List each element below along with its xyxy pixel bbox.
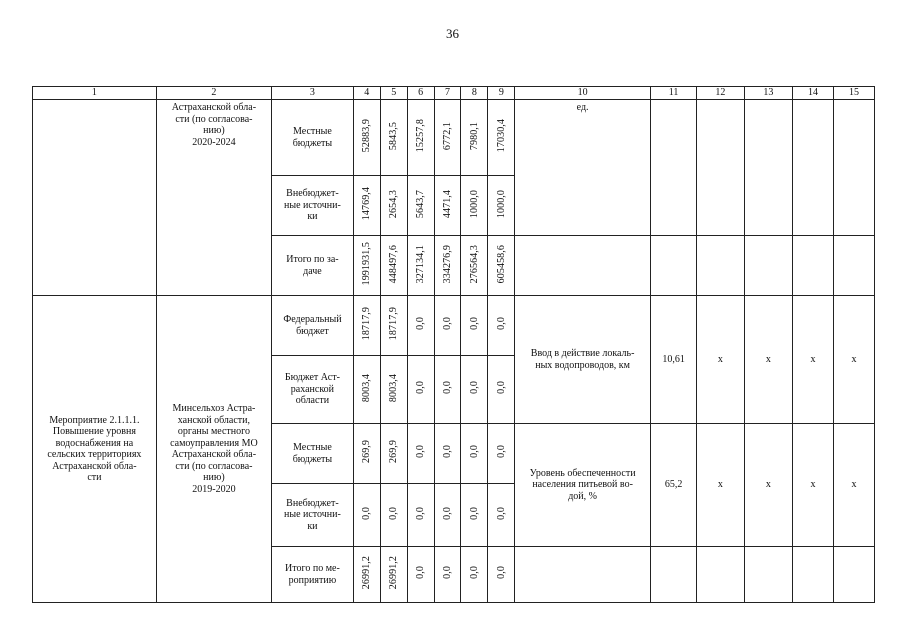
header-col-10: 10 xyxy=(515,87,651,100)
year-cell xyxy=(744,100,792,236)
value-cell: 0,0 xyxy=(488,424,515,484)
value-cell: 327134,1 xyxy=(407,236,434,296)
indicator-cell xyxy=(515,547,651,603)
source-cell: Итого по за- даче xyxy=(272,236,354,296)
year-cell xyxy=(697,100,744,236)
value-cell: 0,0 xyxy=(434,484,461,547)
header-col-5: 5 xyxy=(380,87,407,100)
indicator-cell xyxy=(515,236,651,296)
year-cell: x xyxy=(793,296,834,424)
source-cell: Внебюджет- ные источни- ки xyxy=(272,176,354,236)
value-cell: 0,0 xyxy=(461,356,488,424)
header-col-14: 14 xyxy=(793,87,834,100)
header-col-6: 6 xyxy=(407,87,434,100)
year-cell xyxy=(793,547,834,603)
value-cell: 0,0 xyxy=(461,484,488,547)
source-cell: Внебюджет- ные источни- ки xyxy=(272,484,354,547)
value-cell: 5643,7 xyxy=(407,176,434,236)
header-col-15: 15 xyxy=(833,87,874,100)
value-cell: 0,0 xyxy=(434,296,461,356)
base-value-cell: 10,61 xyxy=(650,296,696,424)
header-col-8: 8 xyxy=(461,87,488,100)
year-cell: x xyxy=(744,424,792,547)
year-cell: x xyxy=(833,296,874,424)
value-cell: 6772,1 xyxy=(434,100,461,176)
header-col-2: 2 xyxy=(156,87,271,100)
executor-cell: Астраханской обла- сти (по согласова- нию) 2020-2024 xyxy=(156,100,271,296)
year-cell: x xyxy=(697,296,744,424)
value-cell: 448497,6 xyxy=(380,236,407,296)
value-cell: 4471,4 xyxy=(434,176,461,236)
value-cell: 2654,3 xyxy=(380,176,407,236)
source-cell: Федеральный бюджет xyxy=(272,296,354,356)
value-cell: 1000,0 xyxy=(488,176,515,236)
year-cell xyxy=(833,236,874,296)
base-value-cell xyxy=(650,236,696,296)
header-col-1: 1 xyxy=(33,87,157,100)
value-cell: 0,0 xyxy=(380,484,407,547)
value-cell: 269,9 xyxy=(353,424,380,484)
base-value-cell xyxy=(650,100,696,236)
year-cell xyxy=(833,100,874,236)
value-cell: 0,0 xyxy=(488,356,515,424)
program-table-wrapper xyxy=(32,86,875,603)
value-cell: 605458,6 xyxy=(488,236,515,296)
indicator-cell: Уровень обеспеченности населения питьевой во- дой, % xyxy=(515,424,651,547)
header-col-7: 7 xyxy=(434,87,461,100)
value-cell: 0,0 xyxy=(434,424,461,484)
year-cell: x xyxy=(744,296,792,424)
value-cell: 26991,2 xyxy=(353,547,380,603)
value-cell: 0,0 xyxy=(407,296,434,356)
value-cell: 5843,5 xyxy=(380,100,407,176)
header-col-4: 4 xyxy=(353,87,380,100)
value-cell: 0,0 xyxy=(461,296,488,356)
value-cell: 269,9 xyxy=(380,424,407,484)
value-cell: 0,0 xyxy=(434,547,461,603)
year-cell xyxy=(697,547,744,603)
value-cell: 0,0 xyxy=(407,484,434,547)
value-cell: 1991931,5 xyxy=(353,236,380,296)
year-cell: x xyxy=(793,424,834,547)
value-cell: 0,0 xyxy=(353,484,380,547)
base-value-cell xyxy=(650,547,696,603)
value-cell: 0,0 xyxy=(488,484,515,547)
header-row xyxy=(33,87,875,100)
year-cell: x xyxy=(697,424,744,547)
value-cell: 0,0 xyxy=(461,547,488,603)
measure-cell-empty xyxy=(33,100,157,296)
value-cell: 7980,1 xyxy=(461,100,488,176)
header-col-13: 13 xyxy=(744,87,792,100)
year-cell xyxy=(744,236,792,296)
value-cell: 0,0 xyxy=(488,296,515,356)
year-cell: x xyxy=(833,424,874,547)
header-col-9: 9 xyxy=(488,87,515,100)
page-number: 36 xyxy=(446,26,459,41)
value-cell: 1000,0 xyxy=(461,176,488,236)
value-cell: 18717,9 xyxy=(353,296,380,356)
value-cell: 18717,9 xyxy=(380,296,407,356)
source-cell: Местные бюджеты xyxy=(272,100,354,176)
year-cell xyxy=(793,100,834,236)
value-cell: 52883,9 xyxy=(353,100,380,176)
header-col-3: 3 xyxy=(272,87,354,100)
table-row xyxy=(33,100,875,176)
value-cell: 0,0 xyxy=(407,356,434,424)
program-table xyxy=(32,86,875,603)
indicator-cell: ед. xyxy=(515,100,651,236)
value-cell: 17030,4 xyxy=(488,100,515,176)
source-cell: Бюджет Аст- раханской области xyxy=(272,356,354,424)
year-cell xyxy=(793,236,834,296)
source-cell: Местные бюджеты xyxy=(272,424,354,484)
value-cell: 8003,4 xyxy=(353,356,380,424)
value-cell: 0,0 xyxy=(407,547,434,603)
value-cell: 0,0 xyxy=(407,424,434,484)
value-cell: 26991,2 xyxy=(380,547,407,603)
year-cell xyxy=(833,547,874,603)
year-cell xyxy=(744,547,792,603)
year-cell xyxy=(697,236,744,296)
header-col-12: 12 xyxy=(697,87,744,100)
executor-cell: Минсельхоз Астра- ханской области, органы местного самоуправления МО Астраханской обла- сти (по согласова- нию) 2019-2020 xyxy=(156,296,271,603)
header-col-11: 11 xyxy=(650,87,696,100)
value-cell: 8003,4 xyxy=(380,356,407,424)
measure-cell: Мероприятие 2.1.1.1. Повышение уровня водоснабжения на сельских территориях Астраханской обла- сти xyxy=(33,296,157,603)
value-cell: 0,0 xyxy=(434,356,461,424)
value-cell: 0,0 xyxy=(488,547,515,603)
value-cell: 15257,8 xyxy=(407,100,434,176)
indicator-cell: Ввод в действие локаль- ных водопроводов, км xyxy=(515,296,651,424)
value-cell: 14769,4 xyxy=(353,176,380,236)
value-cell: 334276,9 xyxy=(434,236,461,296)
table-row xyxy=(33,296,875,356)
value-cell: 0,0 xyxy=(461,424,488,484)
base-value-cell: 65,2 xyxy=(650,424,696,547)
source-cell: Итого по ме- роприятию xyxy=(272,547,354,603)
value-cell: 276564,3 xyxy=(461,236,488,296)
